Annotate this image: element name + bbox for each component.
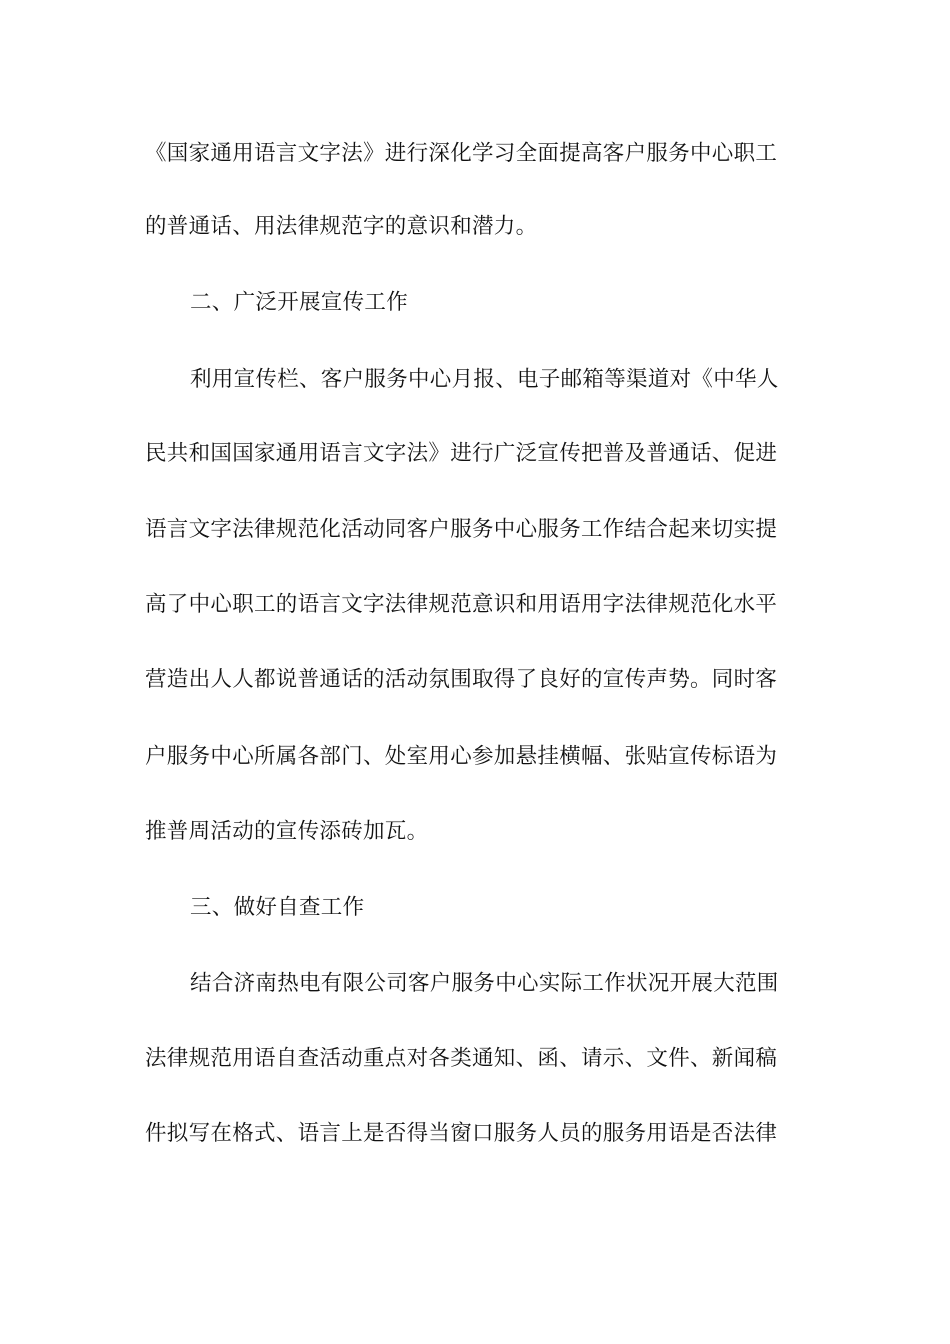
paragraph-line-4: 利用宣传栏、客户服务中心月报、电子邮箱等渠道对《中华人 [190, 367, 779, 392]
paragraph-line-12: 结合济南热电有限公司客户服务中心实际工作状况开展大范围 [190, 971, 779, 996]
paragraph-line-7: 高了中心职工的语言文字法律规范意识和用语用字法律规范化水平 [145, 592, 778, 617]
section-heading-2: 二、广泛开展宣传工作 [190, 290, 409, 315]
paragraph-line-13: 法律规范用语自查活动重点对各类通知、函、请示、文件、新闻稿 [145, 1046, 778, 1071]
paragraph-line-8: 营造出人人都说普通话的活动氛围取得了良好的宣传声势。同时客 [145, 667, 778, 692]
paragraph-line-5: 民共和国国家通用语言文字法》进行广泛宣传把普及普通话、促进 [145, 441, 778, 466]
paragraph-line-14: 件拟写在格式、语言上是否得当窗口服务人员的服务用语是否法律 [145, 1121, 778, 1146]
paragraph-line-1: 《国家通用语言文字法》进行深化学习全面提高客户服务中心职工 [145, 141, 778, 166]
section-heading-3: 三、做好自查工作 [190, 895, 365, 920]
paragraph-line-6: 语言文字法律规范化活动同客户服务中心服务工作结合起来切实提 [145, 517, 778, 542]
paragraph-line-10: 推普周活动的宣传添砖加瓦。 [145, 819, 429, 844]
paragraph-line-9: 户服务中心所属各部门、处室用心参加悬挂横幅、张贴宣传标语为 [145, 744, 778, 769]
paragraph-line-2: 的普通话、用法律规范字的意识和潜力。 [145, 214, 538, 239]
